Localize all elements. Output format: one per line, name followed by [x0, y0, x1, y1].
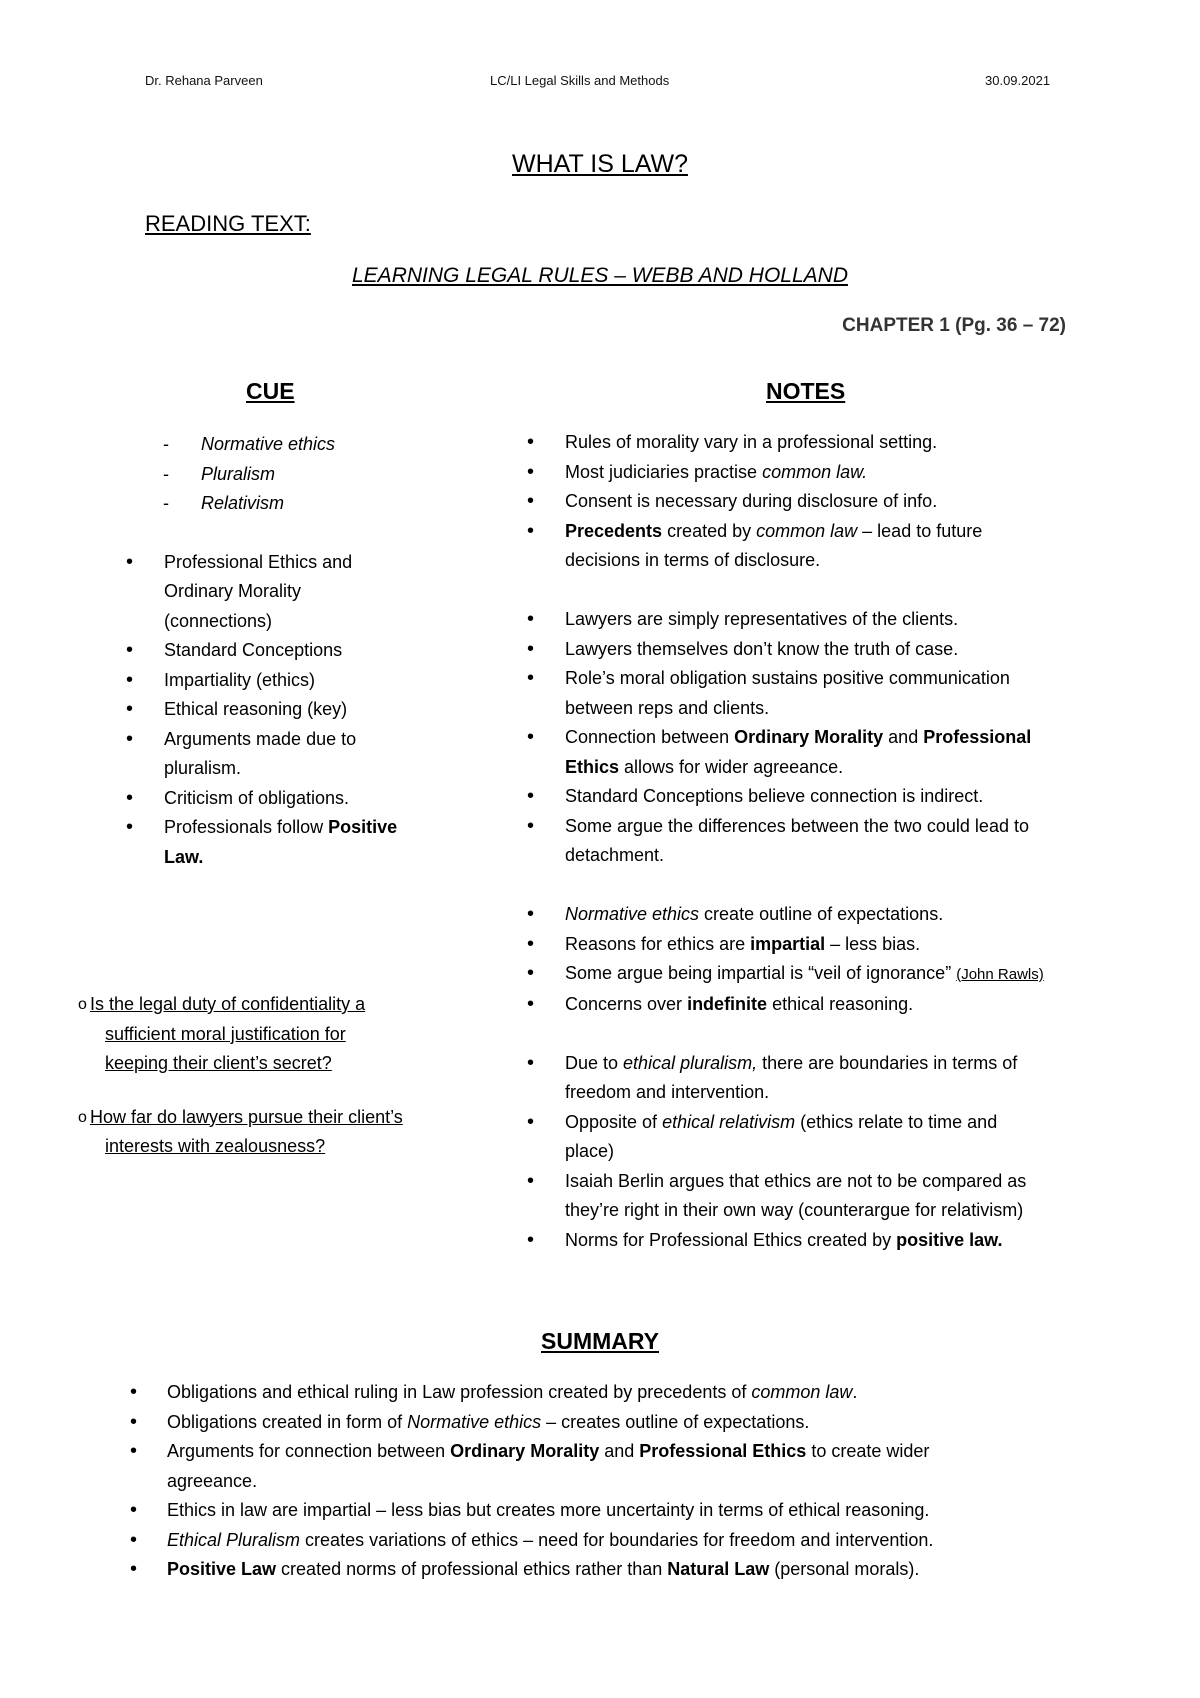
text-run: to create wider: [806, 1441, 930, 1461]
text-run: Obligations created in form of: [167, 1411, 408, 1432]
cue-question-line: o Is the legal duty of confidentiality a: [78, 990, 478, 1020]
cue-bullet-line: [78, 695, 478, 725]
text-run: ethical relativism: [662, 1111, 796, 1132]
text-run: (personal morals).: [769, 1559, 920, 1579]
text-run: Most judiciaries practise: [565, 461, 763, 482]
text-run: Standard Conceptions believe connection is indirect.: [565, 786, 984, 806]
text-run: – creates outline of expectations.: [541, 1411, 810, 1432]
cue-bullet-line: [78, 636, 478, 666]
cue-bullet-line: [78, 666, 478, 696]
text-run: ethical pluralism,: [623, 1052, 758, 1073]
text-run: Norms for Professional Ethics created by: [565, 1229, 897, 1250]
header-course: LC/LI Legal Skills and Methods: [490, 73, 670, 88]
cue-question-line: sufficient moral justification for: [105, 1023, 346, 1044]
text-run: Ordinary Morality: [164, 581, 302, 601]
text-run: Professional Ethics and: [164, 551, 353, 572]
text-run: Normative ethics: [407, 1411, 542, 1432]
text-run: – lead to future: [857, 520, 983, 541]
text-run: pluralism.: [164, 758, 242, 778]
cue-bullet-line: [78, 843, 478, 873]
text-run: Rules of morality vary in a professional setting.: [565, 432, 938, 452]
summary-item: [118, 1378, 1048, 1408]
cue-keyword: - Relativism: [78, 489, 478, 519]
cue-bullet-line: [78, 784, 478, 814]
text-run: Arguments for connection between: [167, 1441, 451, 1461]
summary-item: [118, 1555, 1048, 1585]
text-run: (connections): [164, 610, 273, 631]
text-run: Ethical reasoning (key): [164, 699, 348, 719]
text-run: Precedents: [565, 520, 663, 541]
note-item: [515, 900, 1115, 930]
text-run: Professional: [923, 727, 1032, 747]
note-item: [515, 1049, 1115, 1108]
cue-question-line: keeping their client’s secret?: [105, 1053, 332, 1073]
cue-bullet-line: [78, 607, 478, 637]
note-item: [515, 990, 1115, 1020]
summary-item: [118, 1408, 1048, 1438]
note-item: [515, 1167, 1115, 1226]
chapter-reference: CHAPTER 1 (Pg. 36 – 72): [842, 315, 1066, 336]
summary-item: [118, 1526, 1048, 1556]
text-run: .: [852, 1382, 858, 1402]
text-run: Arguments made due to: [164, 728, 357, 749]
text-run: Isaiah Berlin argues that ethics are not to be compared as: [565, 1170, 1027, 1191]
cue-bullet-line: [78, 548, 478, 578]
notes-heading: NOTES: [766, 378, 846, 404]
note-item: [515, 930, 1115, 960]
text-run: created by: [662, 520, 757, 541]
header-date: 30.09.2021: [985, 73, 1051, 88]
spacer: [515, 1019, 1115, 1049]
text-run: Ordinary Morality: [450, 1441, 600, 1461]
text-run: ethical reasoning.: [767, 993, 914, 1014]
reading-text-label: READING TEXT:: [145, 211, 311, 236]
text-run: and: [599, 1441, 640, 1461]
text-run: Standard Conceptions: [164, 640, 343, 660]
cue-keyword-list: [78, 430, 478, 519]
text-run: Normative ethics: [565, 904, 700, 924]
cue-column: [78, 430, 478, 1162]
text-run: allows for wider agreeance.: [619, 756, 844, 777]
cue-question-list: [78, 990, 478, 1162]
text-run: common law: [756, 520, 858, 541]
text-run: (John Rawls): [956, 966, 1044, 983]
cue-bullet-line: [78, 725, 478, 755]
text-run: Positive: [328, 817, 398, 837]
text-run: Lawyers are simply representatives of the clients.: [565, 609, 959, 629]
text-run: Professional Ethics: [639, 1441, 807, 1461]
text-run: create outline of expectations.: [699, 904, 944, 924]
spacer: [515, 576, 1115, 606]
text-run: created norms of professional ethics rather than: [276, 1559, 668, 1579]
text-run: Impartiality (ethics): [164, 669, 316, 690]
text-run: – less bias.: [825, 933, 921, 954]
text-run: common law: [751, 1382, 853, 1402]
text-run: there are boundaries in terms of: [757, 1052, 1018, 1073]
circle-bullet-icon: o: [78, 1108, 87, 1126]
header-author: Dr. Rehana Parveen: [145, 73, 263, 88]
text-run: place): [565, 1141, 615, 1161]
text-run: Ethics: [565, 756, 620, 777]
text-run: Professionals follow: [164, 817, 329, 837]
text-run: they’re right in their own way (counterargue for relativism): [565, 1200, 1024, 1220]
text-run: between reps and clients.: [565, 697, 770, 718]
cue-keyword: - Normative ethics: [78, 430, 478, 460]
text-run: and: [883, 727, 924, 747]
cue-bullet-line: [78, 813, 478, 843]
text-run: Consent is necessary during disclosure of info.: [565, 491, 938, 511]
summary-heading: SUMMARY: [541, 1328, 659, 1354]
circle-bullet-icon: o: [78, 996, 87, 1013]
text-run: freedom and intervention.: [565, 1082, 770, 1102]
note-item: [515, 723, 1115, 782]
note-item: [515, 428, 1115, 458]
note-item: [515, 664, 1115, 723]
summary-item: [118, 1437, 1048, 1496]
text-run: detachment.: [565, 845, 665, 865]
text-run: Law.: [164, 846, 204, 867]
text-run: Due to: [565, 1052, 624, 1073]
note-item: [515, 959, 1115, 990]
note-item: [515, 635, 1115, 665]
summary-section: [118, 1378, 1048, 1585]
notes-column: [515, 428, 1115, 1255]
text-run: Some argue being impartial is “veil of ignorance”: [565, 963, 957, 983]
text-run: Lawyers themselves don’t know the truth of case.: [565, 638, 959, 659]
cue-bullet-list: [78, 548, 478, 873]
note-item: [515, 1226, 1115, 1256]
text-run: Ethical Pluralism: [167, 1529, 301, 1550]
text-run: positive law.: [896, 1229, 1003, 1250]
note-item: [515, 605, 1115, 635]
note-item: [515, 517, 1115, 576]
text-run: Connection between: [565, 727, 735, 747]
text-run: Positive Law: [167, 1559, 277, 1579]
text-run: Opposite of: [565, 1111, 663, 1132]
notes-bullet-list: [515, 428, 1115, 1255]
summary-item: [118, 1496, 1048, 1526]
text-run: Ethics in law are impartial – less bias but creates more uncertainty in terms of ethical reasoning.: [167, 1500, 930, 1520]
text-run: Ordinary Morality: [734, 727, 884, 747]
cue-bullet-line: [78, 754, 478, 784]
summary-bullet-list: [118, 1378, 1048, 1585]
book-title: LEARNING LEGAL RULES – WEBB AND HOLLAND: [352, 264, 848, 287]
text-run: Obligations and ethical ruling in Law profession created by precedents of: [167, 1382, 752, 1402]
text-run: Reasons for ethics are: [565, 933, 751, 954]
spacer: [515, 871, 1115, 901]
cue-question-line: interests with zealousness?: [105, 1136, 326, 1156]
text-run: Natural Law: [667, 1559, 770, 1579]
text-run: agreeance.: [167, 1470, 258, 1491]
cue-bullet-line: [78, 577, 478, 607]
text-run: common law.: [762, 461, 868, 482]
note-item: [515, 1108, 1115, 1167]
text-run: decisions in terms of disclosure.: [565, 550, 821, 570]
text-run: Concerns over: [565, 993, 688, 1014]
text-run: Criticism of obligations.: [164, 787, 350, 808]
text-run: Role’s moral obligation sustains positive communication: [565, 668, 1010, 688]
note-item: [515, 812, 1115, 871]
page-title: WHAT IS LAW?: [512, 150, 688, 178]
text-run: impartial: [750, 933, 826, 954]
text-run: creates variations of ethics – need for boundaries for freedom and intervention.: [300, 1529, 934, 1550]
note-item: [515, 487, 1115, 517]
cue-question-line: o How far do lawyers pursue their client’s: [78, 1103, 478, 1133]
text-run: indefinite: [687, 993, 768, 1014]
text-run: Some argue the differences between the two could lead to: [565, 815, 1029, 836]
cue-keyword: - Pluralism: [78, 460, 478, 490]
note-item: [515, 458, 1115, 488]
text-run: (ethics relate to time and: [795, 1111, 998, 1132]
cue-heading: CUE: [246, 378, 295, 404]
note-item: [515, 782, 1115, 812]
